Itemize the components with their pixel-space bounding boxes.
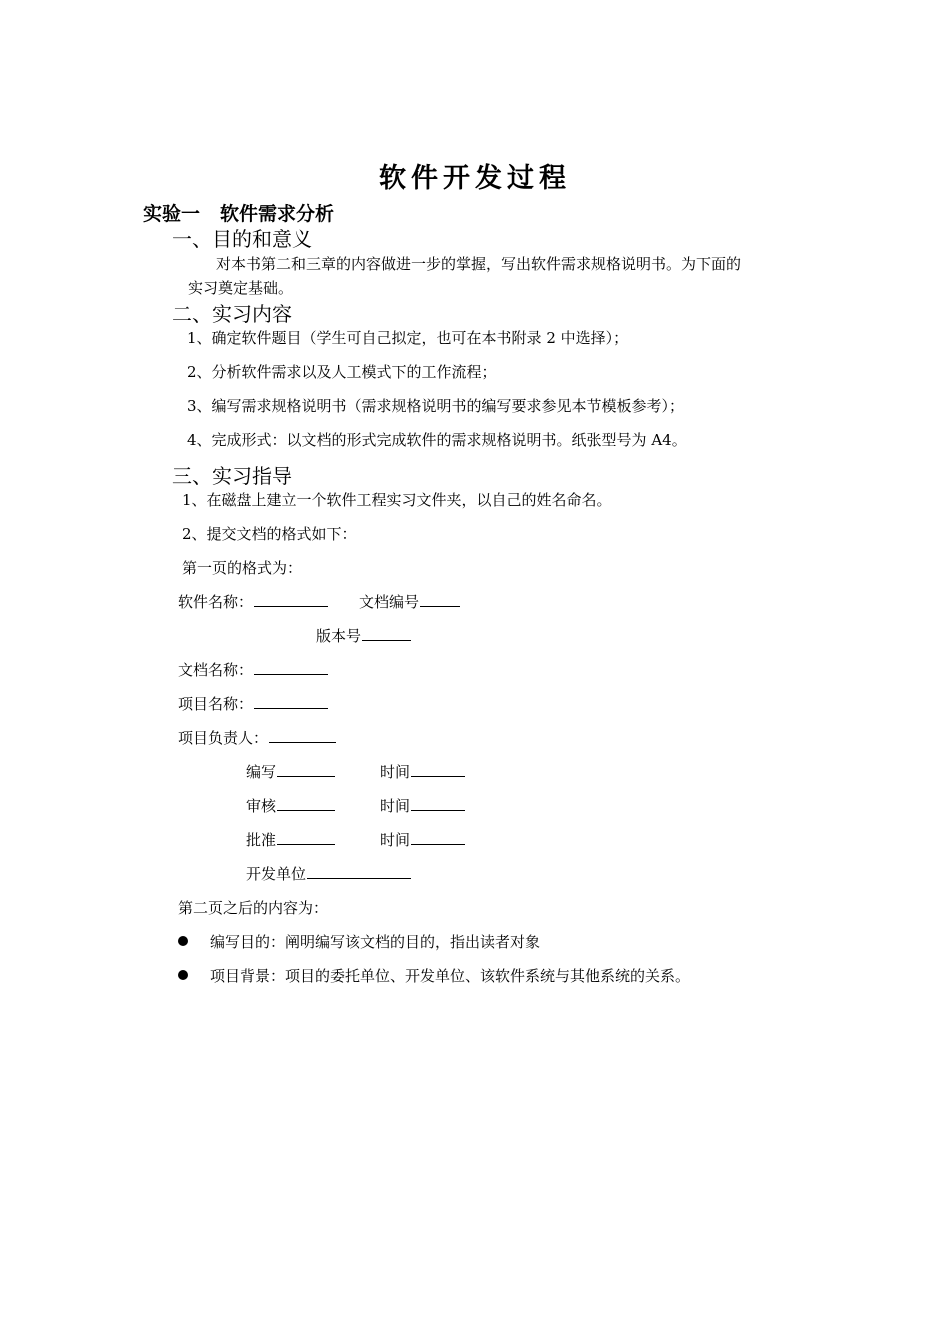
version-blank <box>362 626 411 641</box>
review-blank <box>277 796 335 811</box>
experiment-title <box>143 199 334 226</box>
write-time-blank <box>411 762 465 777</box>
bullet-item-purpose: 编写目的：阐明编写该文档的目的，指出读者对象 <box>178 931 540 952</box>
guide-item-1: 1、在磁盘上建立一个软件工程实习文件夹，以自己的姓名命名。 <box>182 491 612 509</box>
project-name-blank <box>254 694 328 709</box>
experiment-name: 软件需求分析 <box>220 203 335 225</box>
review-time-row: 时间 <box>380 795 465 816</box>
section-heading-content: 二、实习内容 <box>172 302 292 326</box>
dev-unit-row: 开发单位 <box>246 863 411 884</box>
approve-time-blank <box>411 830 465 845</box>
review-time-blank <box>411 796 465 811</box>
review-row: 审核 <box>246 795 335 816</box>
bullet-icon <box>178 970 188 980</box>
second-page-format-label: 第二页之后的内容为： <box>178 899 329 917</box>
purpose-paragraph-line2: 实习奠定基础。 <box>188 279 294 297</box>
bullet-icon <box>178 936 188 946</box>
approve-time-row: 时间 <box>380 829 465 850</box>
project-name-row: 项目名称： <box>178 693 328 714</box>
section-heading-guide: 三、实习指导 <box>172 464 292 488</box>
write-blank <box>277 762 335 777</box>
doc-name-blank <box>254 660 328 675</box>
guide-item-2: 2、提交文档的格式如下： <box>182 525 357 543</box>
approve-blank <box>277 830 335 845</box>
content-item-3: 3、编写需求规格说明书（需求规格说明书的编写要求参见本节模板参考）； <box>187 397 685 415</box>
approve-row: 批准 <box>246 829 335 850</box>
software-name-blank <box>254 592 328 607</box>
section-heading-purpose: 一、目的和意义 <box>172 227 312 251</box>
software-name-row: 软件名称： <box>178 591 328 612</box>
write-time-row: 时间 <box>380 761 465 782</box>
bullet-item-background: 项目背景：项目的委托单位、开发单位、该软件系统与其他系统的关系。 <box>178 965 690 986</box>
experiment-number: 实验一 <box>143 203 201 225</box>
project-leader-blank <box>269 728 336 743</box>
dev-unit-blank <box>307 864 411 879</box>
project-leader-row: 项目负责人： <box>178 727 336 748</box>
doc-number-blank <box>420 592 460 607</box>
doc-name-row: 文档名称： <box>178 659 328 680</box>
content-item-4: 4、完成形式：以文档的形式完成软件的需求规格说明书。纸张型号为 A4。 <box>187 431 687 449</box>
page-title: 软件开发过程 <box>379 163 571 194</box>
write-row: 编写 <box>246 761 335 782</box>
purpose-paragraph-line1: 对本书第二和三章的内容做进一步的掌握，写出软件需求规格说明书。为下面的 <box>216 255 742 273</box>
first-page-format-label: 第一页的格式为： <box>182 559 303 577</box>
content-item-1: 1、确定软件题目（学生可自己拟定，也可在本书附录 2 中选择）； <box>187 329 629 347</box>
doc-number-row: 文档编号 <box>359 591 460 612</box>
version-row: 版本号 <box>316 625 411 646</box>
content-item-2: 2、分析软件需求以及人工模式下的工作流程； <box>187 363 497 381</box>
